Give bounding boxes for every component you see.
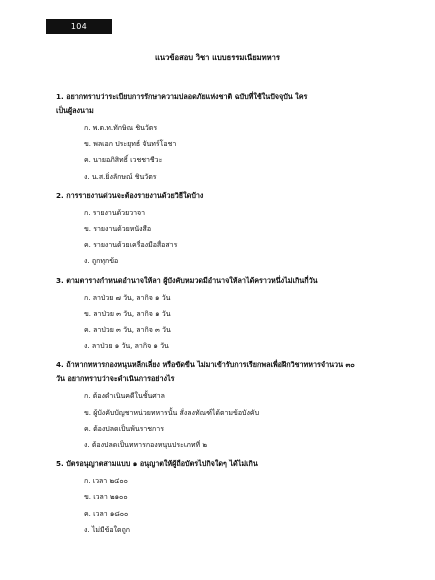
option-list — [56, 388, 396, 453]
question-text-line: 1. อยากทราบว่าระเบียบการรักษาความปลอดภัยแห่งชาติ ฉบับที่ใช้ในปัจจุบัน ใคร — [56, 92, 308, 101]
question-text-line: 4. ถ้าหากทหารกองหนุนหลีกเลี่ยง หรือขัดขืน ไม่มาเข้ารับการเรียกพลเพื่อฝึกวิชาทหารจำนวน ๓๐ — [56, 360, 355, 370]
option-a: ก. ลาป่วย ๗ วัน, ลากิจ ๑ วัน — [84, 293, 171, 302]
option-b: ข. พลเอก ประยุทธ์ จันทร์โอชา — [84, 140, 177, 149]
option-d: ง. ต้องปลดเป็นทหารกองหนุนประเภทที่ ๒ — [84, 441, 207, 450]
option-d: ง. ลาป่วย ๑ วัน, ลากิจ ๑ วัน — [84, 342, 169, 351]
option-list — [56, 205, 396, 270]
option-b: ข. ลาป่วย ๓ วัน, ลากิจ ๑ วัน — [84, 309, 171, 318]
option-d: ง. น.ส.ยิ่งลักษณ์ ชินวัตร — [84, 172, 157, 181]
option-list — [56, 290, 396, 355]
option-d: ง. ถูกทุกข้อ — [84, 257, 119, 266]
question-1 — [56, 90, 396, 185]
question-list — [56, 90, 396, 542]
option-b: ข. รายงานด้วยหนังสือ — [84, 225, 152, 234]
option-a: ก. เวลา ๒๔๐๐ — [84, 477, 128, 486]
option-a: ก. พ.ต.ท.ทักษิณ ชินวัตร — [84, 124, 158, 132]
question-5 — [56, 457, 396, 538]
option-c: ค. ลาป่วย ๓ วัน, ลากิจ ๓ วัน — [84, 326, 171, 335]
option-b: ข. ผู้บังคับบัญชาหน่วยทหารนั้น สั่งลงทัณฑ์ได้ตามข้อบังคับ — [84, 408, 260, 417]
question-2 — [56, 189, 396, 270]
document-title: แนวข้อสอบ วิชา แบบธรรมเนียมทหาร — [154, 53, 280, 62]
option-c: ค. ต้องปลดเป็นพ้นราชการ — [84, 424, 164, 433]
option-c: ค. เวลา ๑๘๐๐ — [84, 509, 129, 518]
option-b: ข. เวลา ๒๑๐๐ — [84, 493, 128, 502]
question-4 — [56, 358, 396, 453]
question-text-line: เป็นผู้ลงนาม — [56, 106, 94, 115]
option-list — [56, 473, 396, 538]
option-a: ก. รายงานด้วยวาจา — [84, 208, 146, 217]
question-text-line: 3. ตามตารางกำหนดอำนาจให้ลา ผู้บังคับหมวดมีอำนาจให้ลาได้คราวหนึ่งไม่เกินกี่วัน — [56, 275, 318, 285]
option-a: ก. ต้องดำเนินคดีในชั้นศาล — [84, 392, 165, 401]
option-list — [56, 120, 396, 185]
option-c: ค. รายงานด้วยเครื่องมือสื่อสาร — [84, 241, 178, 250]
option-d: ง. ไม่มีข้อใดถูก — [84, 525, 131, 534]
page-number-badge: 104 — [46, 19, 112, 34]
option-c: ค. นายอภิสิทธิ์ เวชชาชีวะ — [84, 156, 163, 165]
question-text-line: 5. บัตรอนุญาตสามแบบ ๑ อนุญาตให้ผู้ถือบัตรไปกิจใดๆ ได้ไม่เกิน — [56, 459, 258, 469]
question-text-line: วัน อยากทราบว่าจะดำเนินการอย่างไร — [56, 374, 175, 384]
question-text-line: 2. การรายงานด่วนจะต้องรายงานด้วยวิธีใดบ้าง — [56, 190, 204, 200]
question-3 — [56, 274, 396, 355]
